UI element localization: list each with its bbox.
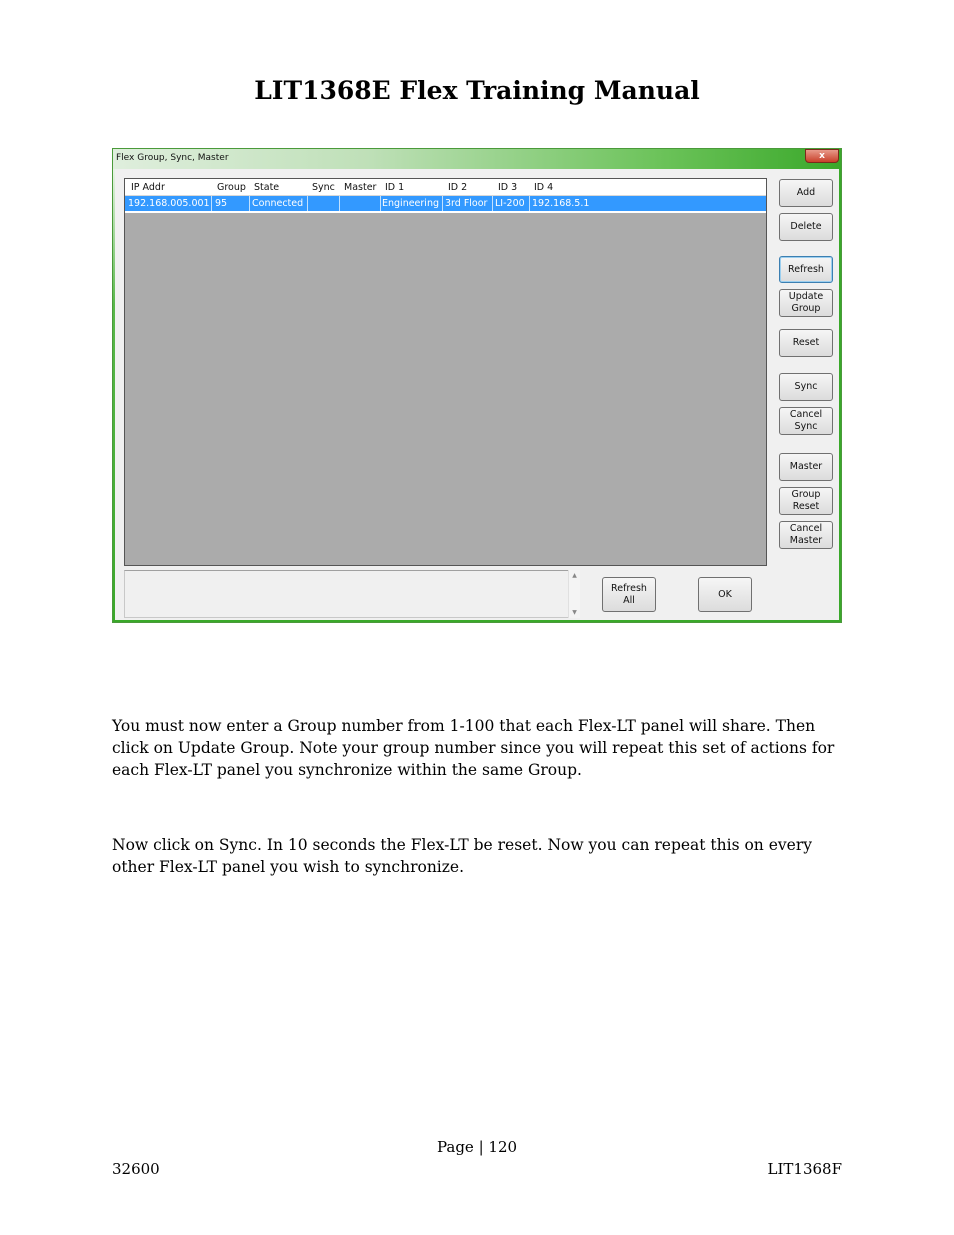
cancel-sync-label-line1: Cancel bbox=[789, 409, 823, 420]
column-header-id1[interactable]: ID 1 bbox=[385, 182, 405, 193]
window-titlebar[interactable] bbox=[113, 149, 841, 169]
cell-group: 95 bbox=[215, 198, 228, 209]
column-header-sync[interactable]: Sync bbox=[312, 182, 335, 193]
column-separator bbox=[307, 196, 308, 211]
column-separator bbox=[249, 196, 250, 211]
cancel-sync-button[interactable] bbox=[779, 407, 833, 435]
update-group-button[interactable] bbox=[779, 289, 833, 317]
cell-state: Connected bbox=[252, 198, 304, 209]
close-button[interactable] bbox=[805, 149, 839, 163]
list-header bbox=[125, 179, 766, 196]
column-separator bbox=[529, 196, 530, 211]
refresh-all-label-line2: All bbox=[623, 594, 635, 606]
scroll-up-arrow-icon[interactable]: ▲ bbox=[572, 572, 577, 579]
refresh-button-label: Refresh bbox=[788, 263, 824, 275]
footer-revision: LIT1368F bbox=[767, 1160, 842, 1178]
delete-button-label: Delete bbox=[790, 221, 822, 232]
page-number: Page | 120 bbox=[436, 1138, 518, 1156]
window-frame-left bbox=[113, 169, 115, 622]
instruction-paragraph-1 bbox=[112, 715, 842, 781]
refresh-button[interactable] bbox=[779, 256, 833, 283]
cell-id2: 3rd Floor bbox=[445, 198, 488, 209]
column-header-state[interactable]: State bbox=[254, 182, 280, 193]
table-row[interactable] bbox=[125, 196, 766, 211]
paragraph-line: click on Update Group. Note your group number since you will repeat this set of actions for bbox=[112, 739, 835, 757]
add-button[interactable] bbox=[779, 179, 833, 207]
cell-id3: LI-200 bbox=[495, 198, 525, 209]
delete-button[interactable] bbox=[779, 213, 833, 241]
close-icon: x bbox=[819, 151, 825, 161]
reset-button-label: Reset bbox=[792, 337, 820, 348]
flex-group-sync-master-window bbox=[112, 148, 842, 623]
window-frame-bottom bbox=[113, 620, 841, 622]
refresh-all-label-line1: Refresh bbox=[611, 582, 647, 594]
cell-ip-addr: 192.168.005.001 bbox=[128, 198, 210, 209]
ok-button[interactable] bbox=[698, 577, 752, 612]
cell-id4: 192.168.5.1 bbox=[532, 198, 590, 209]
column-separator bbox=[339, 196, 340, 211]
sync-button-label: Sync bbox=[794, 381, 818, 392]
status-text-area[interactable] bbox=[124, 570, 579, 618]
cell-id1: Engineering bbox=[382, 198, 439, 209]
ok-button-label: OK bbox=[718, 588, 732, 600]
refresh-all-button[interactable] bbox=[602, 577, 656, 612]
column-header-group[interactable]: Group bbox=[217, 182, 246, 193]
update-group-label-line2: Group bbox=[791, 303, 821, 314]
window-frame-right bbox=[839, 169, 841, 622]
column-header-master[interactable]: Master bbox=[344, 182, 377, 193]
column-separator bbox=[380, 196, 381, 211]
master-button[interactable] bbox=[779, 453, 833, 481]
column-header-ip-addr[interactable]: IP Addr bbox=[131, 182, 165, 193]
instruction-paragraph-2 bbox=[112, 834, 842, 878]
cancel-sync-label-line2: Sync bbox=[794, 421, 818, 432]
footer-document-number: 32600 bbox=[112, 1160, 160, 1178]
column-header-id3[interactable]: ID 3 bbox=[498, 182, 518, 193]
group-reset-label-line1: Group bbox=[791, 489, 821, 500]
group-reset-button[interactable] bbox=[779, 487, 833, 515]
column-header-id4[interactable]: ID 4 bbox=[534, 182, 554, 193]
add-button-label: Add bbox=[796, 187, 816, 198]
sync-button[interactable] bbox=[779, 373, 833, 401]
update-group-label-line1: Update bbox=[788, 291, 824, 302]
panel-list-view[interactable] bbox=[124, 178, 767, 566]
master-button-label: Master bbox=[789, 461, 823, 472]
reset-button[interactable] bbox=[779, 329, 833, 357]
row-divider bbox=[125, 211, 766, 213]
paragraph-line: Now click on Sync. In 10 seconds the Flex-LT be reset. Now you can repeat this on every bbox=[112, 836, 812, 854]
column-separator bbox=[492, 196, 493, 211]
window-title: Flex Group, Sync, Master bbox=[116, 153, 229, 163]
paragraph-line: You must now enter a Group number from 1-100 that each Flex-LT panel will share. Then bbox=[112, 717, 816, 735]
paragraph-line: each Flex-LT panel you synchronize within the same Group. bbox=[112, 761, 582, 779]
status-scrollbar[interactable] bbox=[568, 570, 580, 618]
document-title: LIT1368E Flex Training Manual bbox=[254, 76, 700, 105]
paragraph-line: other Flex-LT panel you wish to synchronize. bbox=[112, 858, 465, 876]
group-reset-label-line2: Reset bbox=[792, 501, 820, 512]
column-separator bbox=[211, 196, 212, 211]
cancel-master-label-line2: Master bbox=[789, 535, 823, 546]
scroll-down-arrow-icon[interactable]: ▼ bbox=[572, 609, 577, 616]
cancel-master-button[interactable] bbox=[779, 521, 833, 549]
column-header-id2[interactable]: ID 2 bbox=[448, 182, 468, 193]
column-separator bbox=[442, 196, 443, 211]
cancel-master-label-line1: Cancel bbox=[789, 523, 823, 534]
